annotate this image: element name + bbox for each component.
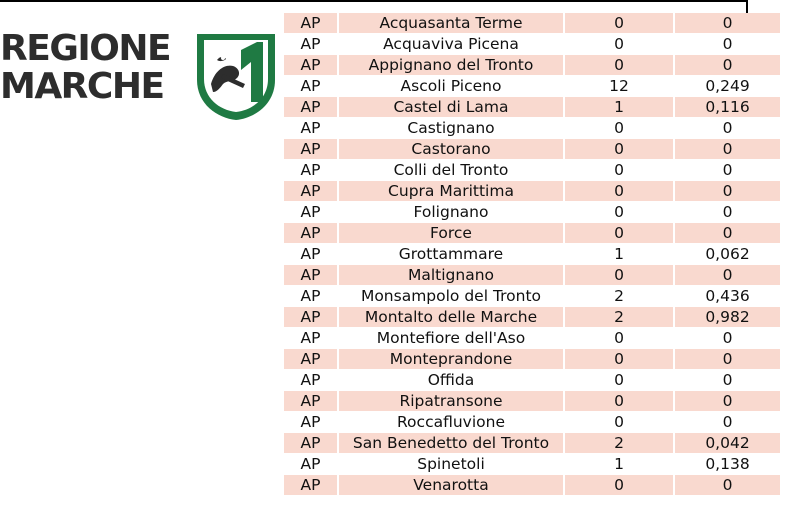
municipality-cell: Colli del Tronto [338,160,564,181]
count-cell: 0 [564,34,674,55]
municipality-cell: Montefiore dell'Aso [338,328,564,349]
rate-cell: 0 [674,181,781,202]
rate-cell: 0 [674,160,781,181]
table-row [284,118,781,139]
count-cell: 0 [564,139,674,160]
count-cell: 0 [564,349,674,370]
table-row [284,244,781,265]
count-cell: 0 [564,412,674,433]
province-cell: AP [284,118,338,139]
table-row [284,391,781,412]
table-row [284,307,781,328]
province-cell: AP [284,412,338,433]
province-cell: AP [284,370,338,391]
province-cell: AP [284,307,338,328]
table-row [284,454,781,475]
table-row [284,412,781,433]
table-row [284,286,781,307]
rate-cell: 0,249 [674,76,781,97]
rate-cell: 0,138 [674,454,781,475]
rate-cell: 0,982 [674,307,781,328]
municipality-cell: Maltignano [338,265,564,286]
municipality-cell: Castignano [338,118,564,139]
municipality-cell: Offida [338,370,564,391]
count-cell: 0 [564,13,674,34]
province-cell: AP [284,349,338,370]
count-cell: 0 [564,391,674,412]
province-cell: AP [284,433,338,454]
table-row [284,13,781,34]
count-cell: 2 [564,307,674,328]
count-cell: 0 [564,118,674,139]
municipality-table [284,13,782,496]
table-row [284,202,781,223]
logo-line-2: MARCHE [0,66,164,107]
municipality-cell: Force [338,223,564,244]
province-cell: AP [284,328,338,349]
province-cell: AP [284,475,338,496]
rate-cell: 0 [674,370,781,391]
count-cell: 1 [564,97,674,118]
logo-wordmark [0,30,170,106]
table-row [284,433,781,454]
rate-cell: 0 [674,139,781,160]
table-row [284,181,781,202]
province-cell: AP [284,76,338,97]
table-row [284,370,781,391]
rate-cell: 0 [674,118,781,139]
rate-cell: 0 [674,265,781,286]
province-cell: AP [284,160,338,181]
count-cell: 0 [564,265,674,286]
rate-cell: 0,042 [674,433,781,454]
rate-cell: 0 [674,328,781,349]
province-cell: AP [284,181,338,202]
rate-cell: 0,062 [674,244,781,265]
top-rule [0,0,748,2]
table-row [284,34,781,55]
municipality-cell: Acquaviva Picena [338,34,564,55]
rate-cell: 0 [674,34,781,55]
regione-marche-logo [0,28,282,120]
municipality-cell: Monsampolo del Tronto [338,286,564,307]
table-row [284,55,781,76]
province-cell: AP [284,139,338,160]
table-row [284,97,781,118]
count-cell: 12 [564,76,674,97]
province-cell: AP [284,265,338,286]
province-cell: AP [284,202,338,223]
province-cell: AP [284,34,338,55]
count-cell: 0 [564,160,674,181]
table-row [284,475,781,496]
municipality-cell: Appignano del Tronto [338,55,564,76]
top-rule-tick [746,0,748,14]
count-cell: 0 [564,370,674,391]
rate-cell: 0 [674,55,781,76]
province-cell: AP [284,223,338,244]
province-cell: AP [284,244,338,265]
count-cell: 0 [564,55,674,76]
municipality-cell: Roccafluvione [338,412,564,433]
municipality-cell: Folignano [338,202,564,223]
municipality-cell: Spinetoli [338,454,564,475]
count-cell: 0 [564,223,674,244]
count-cell: 0 [564,475,674,496]
municipality-cell: Acquasanta Terme [338,13,564,34]
table-row [284,76,781,97]
municipality-cell: Venarotta [338,475,564,496]
province-cell: AP [284,454,338,475]
rate-cell: 0 [674,391,781,412]
table-row [284,223,781,244]
table-row [284,160,781,181]
rate-cell: 0,436 [674,286,781,307]
table-row [284,139,781,160]
table-body [284,13,781,496]
rate-cell: 0 [674,349,781,370]
municipality-cell: Ripatransone [338,391,564,412]
rate-cell: 0 [674,223,781,244]
rate-cell: 0 [674,412,781,433]
table-row [284,349,781,370]
count-cell: 2 [564,286,674,307]
municipality-cell: San Benedetto del Tronto [338,433,564,454]
province-cell: AP [284,13,338,34]
province-cell: AP [284,55,338,76]
municipality-cell: Cupra Marittima [338,181,564,202]
municipality-cell: Castel di Lama [338,97,564,118]
count-cell: 0 [564,202,674,223]
municipality-cell: Grottammare [338,244,564,265]
province-cell: AP [284,97,338,118]
count-cell: 0 [564,181,674,202]
rate-cell: 0 [674,202,781,223]
rate-cell: 0,116 [674,97,781,118]
municipality-cell: Montalto delle Marche [338,307,564,328]
rate-cell: 0 [674,13,781,34]
municipality-cell: Castorano [338,139,564,160]
municipality-cell: Monteprandone [338,349,564,370]
count-cell: 1 [564,244,674,265]
province-cell: AP [284,391,338,412]
count-cell: 2 [564,433,674,454]
logo-line-1: REGIONE [0,28,171,69]
table-row [284,265,781,286]
municipality-cell: Ascoli Piceno [338,76,564,97]
marche-emblem-icon [193,30,279,122]
count-cell: 0 [564,328,674,349]
rate-cell: 0 [674,475,781,496]
table-row [284,328,781,349]
province-cell: AP [284,286,338,307]
count-cell: 1 [564,454,674,475]
